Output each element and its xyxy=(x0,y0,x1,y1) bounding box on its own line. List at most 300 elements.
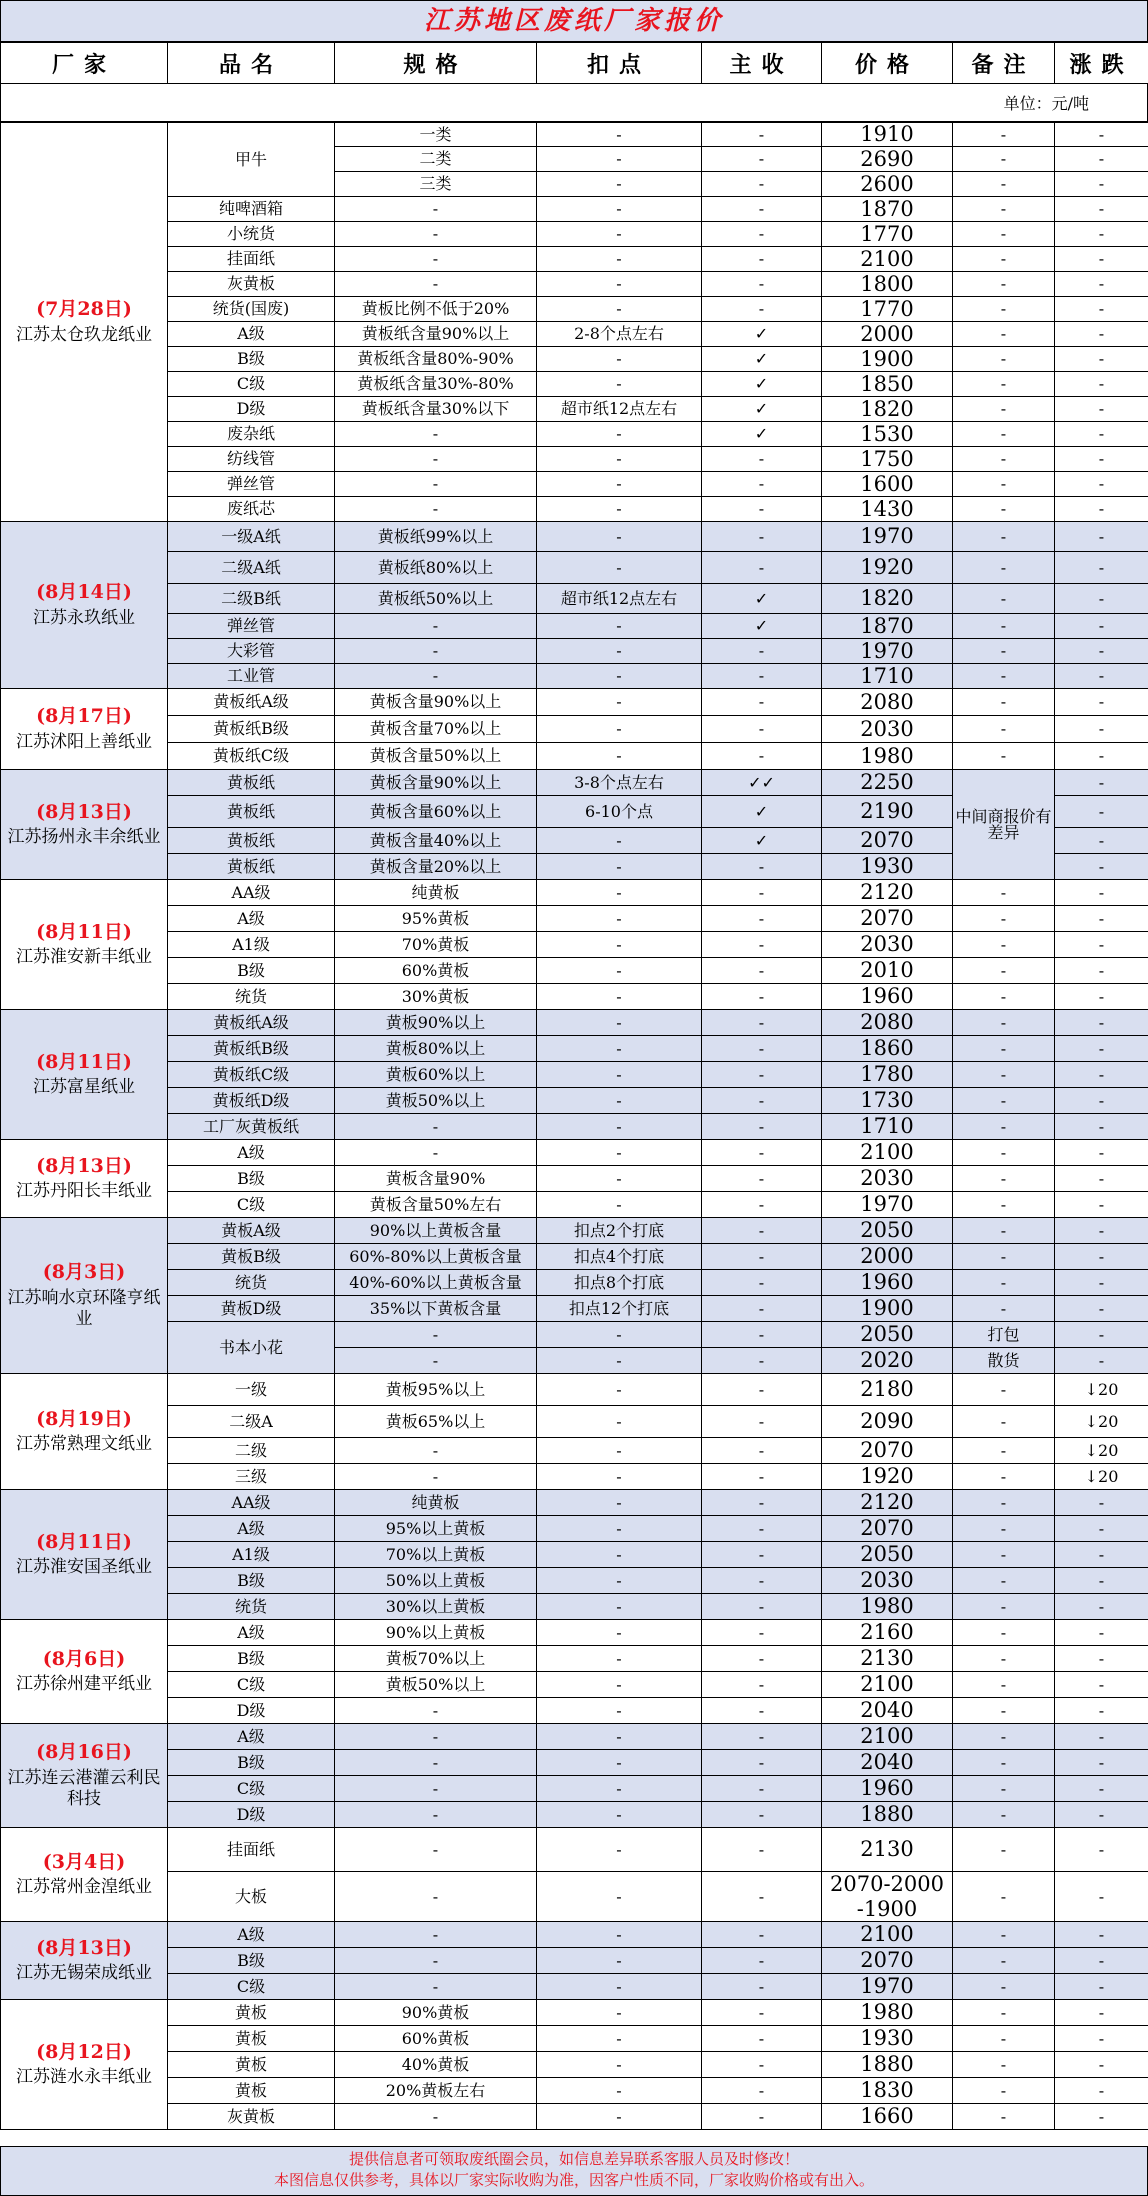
table-row xyxy=(1,222,1148,247)
price-cell: 2030 xyxy=(822,716,953,743)
table-row xyxy=(1,1166,1148,1192)
spec-cell: - xyxy=(335,1776,537,1802)
deduction-cell: - xyxy=(537,1646,702,1672)
note-cell: - xyxy=(953,297,1055,322)
product-cell: 黄板纸 xyxy=(168,854,335,880)
main-purchase-cell: - xyxy=(702,1088,822,1114)
product-cell: 黄板纸C级 xyxy=(168,743,335,770)
note-cell: - xyxy=(953,1062,1055,1088)
manufacturer-name: 江苏连云港灌云利民科技 xyxy=(8,1768,161,1809)
price-cell: 2010 xyxy=(822,958,953,984)
main-purchase-cell: - xyxy=(702,522,822,552)
price-cell: 1770 xyxy=(822,222,953,247)
deduction-cell: 扣点2个打底 xyxy=(537,1218,702,1244)
main-purchase-cell: ✓ xyxy=(702,828,822,854)
spec-cell: - xyxy=(335,1464,537,1490)
spec-cell: - xyxy=(335,1114,537,1140)
change-cell: - xyxy=(1055,906,1148,932)
spec-cell: 70%黄板 xyxy=(335,932,537,958)
deduction-cell: - xyxy=(537,1922,702,1948)
change-cell: - xyxy=(1055,147,1148,172)
spec-cell: 黄板纸含量30%-80% xyxy=(335,372,537,397)
price-cell: 2100 xyxy=(822,1724,953,1750)
deduction-cell: 超市纸12点左右 xyxy=(537,584,702,614)
spec-cell: 60%黄板 xyxy=(335,958,537,984)
note-cell: - xyxy=(953,1166,1055,1192)
manufacturer-cell xyxy=(1,1828,168,1922)
manufacturer-name: 江苏常州金湟纸业 xyxy=(16,1877,152,1897)
main-purchase-cell: - xyxy=(702,1516,822,1542)
spec-cell: - xyxy=(335,472,537,497)
manufacturer-cell xyxy=(1,880,168,1010)
deduction-cell: - xyxy=(537,2000,702,2026)
manufacturer-cell xyxy=(1,1010,168,1140)
manufacturer-name: 江苏徐州建平纸业 xyxy=(16,1674,152,1694)
price-cell: 2080 xyxy=(822,1010,953,1036)
note-cell: - xyxy=(953,1948,1055,1974)
main-purchase-cell: - xyxy=(702,1646,822,1672)
price-cell: 1820 xyxy=(822,397,953,422)
note-cell: - xyxy=(953,2052,1055,2078)
table-row xyxy=(1,397,1148,422)
spec-cell: - xyxy=(335,664,537,689)
product-cell: 一级A纸 xyxy=(168,522,335,552)
table-row xyxy=(1,689,1148,716)
table-row xyxy=(1,372,1148,397)
change-cell: - xyxy=(1055,1672,1148,1698)
sheet-title: 江苏地区废纸厂家报价 xyxy=(0,0,1148,42)
note-cell: - xyxy=(953,689,1055,716)
note-cell: - xyxy=(953,1724,1055,1750)
table-row xyxy=(1,1406,1148,1438)
manufacturer-name: 江苏无锡荣成纸业 xyxy=(16,1963,152,1983)
deduction-cell: - xyxy=(537,347,702,372)
header-spec: 规格 xyxy=(335,43,537,84)
main-purchase-cell: - xyxy=(702,172,822,197)
product-cell: 黄板纸 xyxy=(168,828,335,854)
table-row xyxy=(1,1374,1148,1406)
spec-cell: 黄板纸99%以上 xyxy=(335,522,537,552)
deduction-cell: - xyxy=(537,743,702,770)
price-cell: 1910 xyxy=(822,123,953,147)
change-cell: ↓20 xyxy=(1055,1374,1148,1406)
table-row xyxy=(1,1244,1148,1270)
deduction-cell: - xyxy=(537,123,702,147)
deduction-cell: - xyxy=(537,932,702,958)
header-note: 备注 xyxy=(953,43,1055,84)
spec-cell: - xyxy=(335,1140,537,1166)
manufacturer-cell xyxy=(1,1490,168,1620)
table-row xyxy=(1,2104,1148,2130)
change-cell: - xyxy=(1055,880,1148,906)
product-cell: D级 xyxy=(168,1802,335,1828)
main-purchase-cell: - xyxy=(702,854,822,880)
deduction-cell: - xyxy=(537,1594,702,1620)
note-cell: - xyxy=(953,2078,1055,2104)
product-cell: A1级 xyxy=(168,932,335,958)
price-cell: 1980 xyxy=(822,743,953,770)
spec-cell: 黄板纸含量80%-90% xyxy=(335,347,537,372)
main-purchase-cell: - xyxy=(702,1322,822,1348)
table-row xyxy=(1,932,1148,958)
note-cell: - xyxy=(953,1088,1055,1114)
manufacturer-name: 江苏淮安国圣纸业 xyxy=(16,1557,152,1577)
main-purchase-cell: - xyxy=(702,1166,822,1192)
table-row xyxy=(1,1620,1148,1646)
product-cell: 黄板 xyxy=(168,2078,335,2104)
spec-cell: 黄板含量20%以上 xyxy=(335,854,537,880)
main-purchase-cell: - xyxy=(702,297,822,322)
main-purchase-cell: - xyxy=(702,880,822,906)
price-cell: 1930 xyxy=(822,854,953,880)
spec-cell: 黄板比例不低于20% xyxy=(335,297,537,322)
manufacturer-name: 江苏富星纸业 xyxy=(33,1077,135,1097)
price-cell: 2030 xyxy=(822,932,953,958)
table-row xyxy=(1,2078,1148,2104)
price-cell: 2000 xyxy=(822,1244,953,1270)
table-row xyxy=(1,1140,1148,1166)
price-cell: 1960 xyxy=(822,984,953,1010)
note-cell: - xyxy=(953,397,1055,422)
table-row xyxy=(1,347,1148,372)
spec-cell: 35%以下黄板含量 xyxy=(335,1296,537,1322)
change-cell: - xyxy=(1055,1948,1148,1974)
spec-cell: 纯黄板 xyxy=(335,880,537,906)
change-cell: - xyxy=(1055,2026,1148,2052)
table-row xyxy=(1,743,1148,770)
main-purchase-cell: - xyxy=(702,2104,822,2130)
price-cell: 2080 xyxy=(822,689,953,716)
manufacturer-cell xyxy=(1,1922,168,2000)
manufacturer-cell xyxy=(1,1140,168,1218)
main-purchase-cell: - xyxy=(702,1438,822,1464)
main-purchase-cell: - xyxy=(702,1296,822,1322)
price-cell: 1710 xyxy=(822,664,953,689)
spec-cell: - xyxy=(335,272,537,297)
main-purchase-cell: - xyxy=(702,552,822,584)
change-cell: - xyxy=(1055,1296,1148,1322)
deduction-cell: - xyxy=(537,2104,702,2130)
main-purchase-cell: - xyxy=(702,2026,822,2052)
change-cell: - xyxy=(1055,2104,1148,2130)
change-cell: - xyxy=(1055,743,1148,770)
note-cell: - xyxy=(953,1036,1055,1062)
table-row xyxy=(1,272,1148,297)
manufacturer-name: 江苏常熟理文纸业 xyxy=(16,1434,152,1454)
note-cell: - xyxy=(953,1872,1055,1922)
spec-cell: 黄板含量90% xyxy=(335,1166,537,1192)
deduction-cell: - xyxy=(537,1776,702,1802)
deduction-cell: - xyxy=(537,1724,702,1750)
quote-date: (8月3日) xyxy=(1,1261,167,1285)
change-cell: - xyxy=(1055,2078,1148,2104)
table-row xyxy=(1,552,1148,584)
spec-cell: 黄板含量90%以上 xyxy=(335,689,537,716)
change-cell: - xyxy=(1055,1088,1148,1114)
change-cell: - xyxy=(1055,958,1148,984)
change-cell: - xyxy=(1055,1828,1148,1872)
price-cell: 1800 xyxy=(822,272,953,297)
main-purchase-cell: ✓ xyxy=(702,614,822,639)
deduction-cell: - xyxy=(537,958,702,984)
spec-cell: 黄板纸50%以上 xyxy=(335,584,537,614)
deduction-cell: - xyxy=(537,1750,702,1776)
spec-cell: 黄板50%以上 xyxy=(335,1088,537,1114)
deduction-cell: - xyxy=(537,247,702,272)
quote-date: (7月28日) xyxy=(1,298,167,322)
change-cell: - xyxy=(1055,828,1148,854)
change-cell: - xyxy=(1055,1322,1148,1348)
table-row xyxy=(1,1114,1148,1140)
main-purchase-cell: - xyxy=(702,1374,822,1406)
product-cell: 二级B纸 xyxy=(168,584,335,614)
table-row xyxy=(1,1516,1148,1542)
price-cell: 1780 xyxy=(822,1062,953,1088)
change-cell: - xyxy=(1055,614,1148,639)
deduction-cell: - xyxy=(537,854,702,880)
deduction-cell: - xyxy=(537,689,702,716)
manufacturer-cell xyxy=(1,1374,168,1490)
spec-cell: 黄板70%以上 xyxy=(335,1646,537,1672)
product-cell: 统货 xyxy=(168,1270,335,1296)
header-price: 价格 xyxy=(822,43,953,84)
table-row xyxy=(1,1672,1148,1698)
price-cell: 1730 xyxy=(822,1088,953,1114)
price-cell: 1970 xyxy=(822,639,953,664)
main-purchase-cell: - xyxy=(702,1776,822,1802)
spec-cell: - xyxy=(335,447,537,472)
spec-cell: 三类 xyxy=(335,172,537,197)
manufacturer-name: 江苏沭阳上善纸业 xyxy=(16,732,152,752)
note-cell: - xyxy=(953,1438,1055,1464)
price-cell: 1980 xyxy=(822,2000,953,2026)
table-row xyxy=(1,1296,1148,1322)
deduction-cell: - xyxy=(537,2078,702,2104)
product-cell: B级 xyxy=(168,1750,335,1776)
product-cell: 黄板 xyxy=(168,2000,335,2026)
quote-date: (8月14日) xyxy=(1,581,167,605)
change-cell: - xyxy=(1055,497,1148,522)
change-cell: - xyxy=(1055,197,1148,222)
note-cell: - xyxy=(953,1776,1055,1802)
note-cell: - xyxy=(953,958,1055,984)
price-cell: 2090 xyxy=(822,1406,953,1438)
change-cell: - xyxy=(1055,584,1148,614)
product-cell: 黄板A级 xyxy=(168,1218,335,1244)
spec-cell: 90%黄板 xyxy=(335,2000,537,2026)
manufacturer-cell xyxy=(1,123,168,522)
change-cell: - xyxy=(1055,422,1148,447)
note-cell: - xyxy=(953,614,1055,639)
change-cell: - xyxy=(1055,1036,1148,1062)
spec-cell: 50%以上黄板 xyxy=(335,1568,537,1594)
main-purchase-cell: - xyxy=(702,984,822,1010)
main-purchase-cell: - xyxy=(702,664,822,689)
main-purchase-cell: - xyxy=(702,272,822,297)
note-cell: - xyxy=(953,664,1055,689)
change-cell: - xyxy=(1055,984,1148,1010)
note-cell: - xyxy=(953,1516,1055,1542)
price-table xyxy=(0,122,1148,2130)
note-cell: - xyxy=(953,372,1055,397)
note-cell: - xyxy=(953,422,1055,447)
product-cell: C级 xyxy=(168,1192,335,1218)
note-cell: 散货 xyxy=(953,1348,1055,1374)
spec-cell: 黄板含量40%以上 xyxy=(335,828,537,854)
table-row xyxy=(1,716,1148,743)
spec-cell: - xyxy=(335,1802,537,1828)
price-cell: 2030 xyxy=(822,1568,953,1594)
deduction-cell: - xyxy=(537,1542,702,1568)
note-cell: - xyxy=(953,1750,1055,1776)
change-cell: ↓20 xyxy=(1055,1464,1148,1490)
price-cell: 1960 xyxy=(822,1776,953,1802)
deduction-cell: - xyxy=(537,1516,702,1542)
quote-date: (8月11日) xyxy=(1,1051,167,1075)
note-cell: - xyxy=(953,1672,1055,1698)
spec-cell: - xyxy=(335,1322,537,1348)
note-cell: - xyxy=(953,2000,1055,2026)
change-cell: ↓20 xyxy=(1055,1406,1148,1438)
main-purchase-cell: ✓ xyxy=(702,372,822,397)
price-cell: 2050 xyxy=(822,1218,953,1244)
change-cell: - xyxy=(1055,1218,1148,1244)
change-cell: - xyxy=(1055,472,1148,497)
deduction-cell: - xyxy=(537,880,702,906)
deduction-cell: - xyxy=(537,1490,702,1516)
price-cell: 1900 xyxy=(822,347,953,372)
note-cell: - xyxy=(953,147,1055,172)
deduction-cell: - xyxy=(537,522,702,552)
table-row xyxy=(1,197,1148,222)
price-cell: 2050 xyxy=(822,1542,953,1568)
product-cell: 纯啤酒箱 xyxy=(168,197,335,222)
main-purchase-cell: ✓ xyxy=(702,397,822,422)
price-cell: 1920 xyxy=(822,552,953,584)
product-cell: 纺线管 xyxy=(168,447,335,472)
main-purchase-cell: ✓ xyxy=(702,796,822,828)
product-cell: 挂面纸 xyxy=(168,1828,335,1872)
main-purchase-cell: - xyxy=(702,743,822,770)
price-cell: 2050 xyxy=(822,1322,953,1348)
main-purchase-cell: - xyxy=(702,1698,822,1724)
main-purchase-cell: - xyxy=(702,1724,822,1750)
deduction-cell: - xyxy=(537,1948,702,1974)
quote-date: (8月11日) xyxy=(1,921,167,945)
product-cell: 黄板纸C级 xyxy=(168,1062,335,1088)
product-cell: 大板 xyxy=(168,1872,335,1922)
note-cell: - xyxy=(953,1828,1055,1872)
main-purchase-cell: - xyxy=(702,222,822,247)
header-manufacturer: 厂家 xyxy=(1,43,168,84)
spec-cell: 40%-60%以上黄板含量 xyxy=(335,1270,537,1296)
price-cell: 2070 xyxy=(822,828,953,854)
manufacturer-cell xyxy=(1,1724,168,1828)
product-cell: B级 xyxy=(168,1646,335,1672)
quote-date: (8月16日) xyxy=(1,1741,167,1765)
price-cell: 1430 xyxy=(822,497,953,522)
spec-cell: 30%以上黄板 xyxy=(335,1594,537,1620)
price-cell: 1860 xyxy=(822,1036,953,1062)
note-cell: - xyxy=(953,932,1055,958)
product-cell: 黄板纸 xyxy=(168,796,335,828)
product-cell: 挂面纸 xyxy=(168,247,335,272)
note-cell: - xyxy=(953,1698,1055,1724)
product-cell: 大彩管 xyxy=(168,639,335,664)
spec-cell: 20%黄板左右 xyxy=(335,2078,537,2104)
table-row xyxy=(1,1062,1148,1088)
spec-cell: - xyxy=(335,614,537,639)
spec-cell: 90%以上黄板 xyxy=(335,1620,537,1646)
manufacturer-cell xyxy=(1,770,168,880)
note-cell: - xyxy=(953,1922,1055,1948)
price-cell: 1830 xyxy=(822,2078,953,2104)
main-purchase-cell: - xyxy=(702,1270,822,1296)
spec-cell: 黄板纸含量90%以上 xyxy=(335,322,537,347)
table-row xyxy=(1,770,1148,796)
change-cell: - xyxy=(1055,172,1148,197)
deduction-cell: - xyxy=(537,1114,702,1140)
note-cell: - xyxy=(953,1464,1055,1490)
main-purchase-cell: - xyxy=(702,1010,822,1036)
table-row xyxy=(1,1218,1148,1244)
main-purchase-cell: - xyxy=(702,1036,822,1062)
price-cell: 2120 xyxy=(822,1490,953,1516)
note-cell: - xyxy=(953,1490,1055,1516)
price-cell: 1970 xyxy=(822,1974,953,2000)
table-row xyxy=(1,614,1148,639)
main-purchase-cell: - xyxy=(702,1974,822,2000)
table-row xyxy=(1,1974,1148,2000)
manufacturer-name: 江苏太仓玖龙纸业 xyxy=(16,325,152,345)
main-purchase-cell: - xyxy=(702,197,822,222)
note-cell: - xyxy=(953,552,1055,584)
table-row xyxy=(1,123,1148,147)
manufacturer-name: 江苏永玖纸业 xyxy=(33,608,135,628)
deduction-cell: - xyxy=(537,1438,702,1464)
change-cell: - xyxy=(1055,689,1148,716)
table-row xyxy=(1,1724,1148,1750)
price-cell: 1930 xyxy=(822,2026,953,2052)
note-cell: - xyxy=(953,743,1055,770)
spec-cell: 二类 xyxy=(335,147,537,172)
quote-date: (8月13日) xyxy=(1,1937,167,1961)
deduction-cell: - xyxy=(537,716,702,743)
change-cell: - xyxy=(1055,1872,1148,1922)
table-row xyxy=(1,1828,1148,1872)
price-cell: 1970 xyxy=(822,522,953,552)
deduction-cell: - xyxy=(537,197,702,222)
price-cell: 1770 xyxy=(822,297,953,322)
product-cell: 黄板纸A级 xyxy=(168,689,335,716)
note-cell: - xyxy=(953,447,1055,472)
change-cell: - xyxy=(1055,123,1148,147)
spec-cell: - xyxy=(335,422,537,447)
deduction-cell: - xyxy=(537,1166,702,1192)
price-cell: 1530 xyxy=(822,422,953,447)
spec-cell: - xyxy=(335,1974,537,2000)
price-cell: 1870 xyxy=(822,197,953,222)
price-cell: 2020 xyxy=(822,1348,953,1374)
note-cell: - xyxy=(953,880,1055,906)
change-cell: - xyxy=(1055,372,1148,397)
product-cell: A级 xyxy=(168,1724,335,1750)
note-cell: - xyxy=(953,347,1055,372)
main-purchase-cell: ✓ xyxy=(702,584,822,614)
spec-cell: 黄板50%以上 xyxy=(335,1672,537,1698)
note-cell: - xyxy=(953,1244,1055,1270)
change-cell: - xyxy=(1055,664,1148,689)
